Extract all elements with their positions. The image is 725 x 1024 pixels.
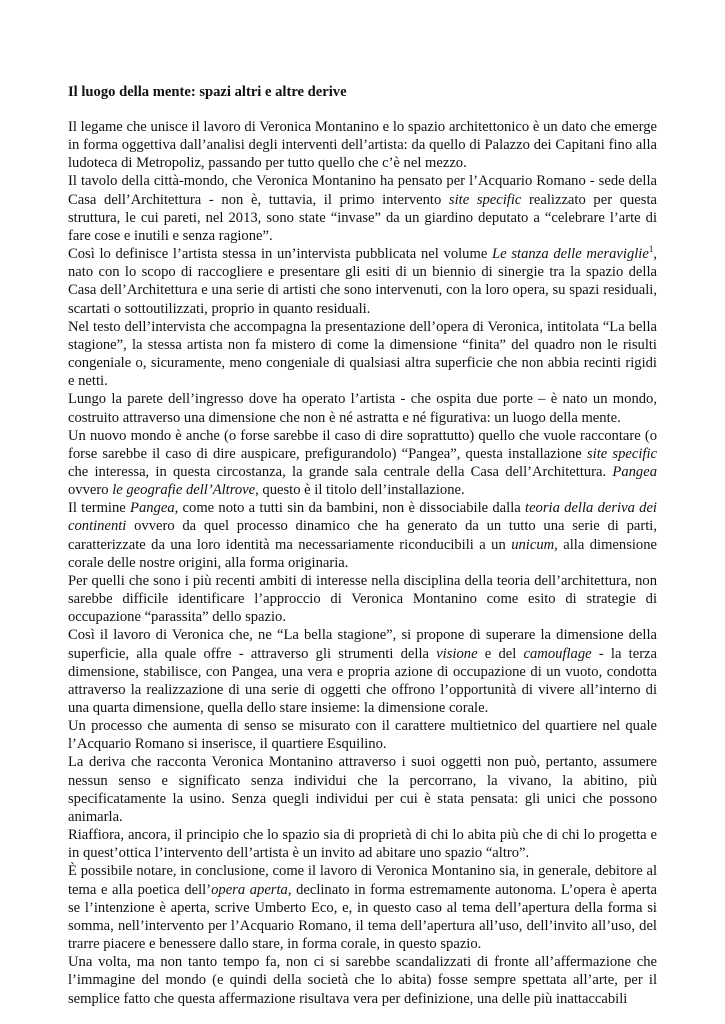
text-run: , declinato in forma estremamente autonoma. L’opera è aperta se l’intenzione è aperta, scrive Umberto Eco, e, in questo caso al tema dell’apertura della forma si somma, nell’intervento per l’Acquario Romano, il tema dell’apertura all’uso, dell’invito all’uso, del trarre piacere e benessere dallo stare, in forma corale, in questo spazio.: [68, 881, 658, 953]
paragraph: [68, 717, 657, 753]
text-run: ovvero: [68, 482, 113, 499]
paragraph: [68, 318, 657, 391]
paragraph: [68, 118, 657, 172]
paragraph: [68, 572, 657, 626]
paragraph: [68, 826, 657, 862]
footnote-ref: 1: [648, 244, 654, 255]
italic-text: opera aperta: [211, 881, 288, 898]
text-run: Nel testo dell’intervista che accompagna la presentazione dell’opera di Veronica, intitolata “La bella stagione”, la stessa artista non fa mistero di come la dimensione “finita” del quadro non le risulti congeniale o, sicuramente, meno congeniale di qualsiasi altra superficie che non abbia recinti rigidi e netti.: [68, 318, 657, 390]
text-run: Lungo la parete dell’ingresso dove ha operato l’artista - che ospita due porte – è nato un mondo, costruito attraverso una dimensione che non è né astratta e né figurativa: un luogo della mente.: [68, 391, 657, 426]
paragraph: [68, 626, 657, 717]
text-run: Un processo che aumenta di senso se misurato con il carattere multietnico del quartiere nel quale l’Acquario Romano si inserisce, il quartiere Esquilino.: [68, 718, 657, 753]
text-run: Il legame che unisce il lavoro di Veronica Montanino e lo spazio architettonico è un dato che emerge in forma oggettiva dall’analisi degli interventi dell’artista: da quello di Palazzo dei Capitani fino alla ludoteca di Metropoliz, passando per tutto quello che c’è nel mezzo.: [68, 119, 657, 172]
italic-text: le geografie dell’Altrove: [112, 482, 256, 499]
paragraph: [68, 245, 657, 318]
text-run: , questo è il titolo dell’installazione.: [255, 482, 465, 499]
text-run: Una volta, ma non tanto tempo fa, non ci si sarebbe scandalizzati di fronte all’affermazione che l’immagine del mondo (e quindi della società che lo abita) fosse sempre spettata all’arte, per il semplice fatto che questa affermazione risultava vera per definizione, una delle più inattaccabili: [68, 954, 657, 1007]
text-run: Per quelli che sono i più recenti ambiti di interesse nella disciplina della teoria dell’architettura, non sarebbe difficile identificare l’approccio di Veronica Montanino come esito di strategie di occupazione “parassita” dello spazio.: [68, 572, 657, 626]
paragraph: [68, 953, 657, 1007]
paragraph: [68, 862, 657, 953]
text-run: , nato con lo scopo di raccogliere e presentare gli esiti di un biennio di sinergie tra la spazio della Casa dell’Architettura e una serie di artisti che sono intervenuti, con la loro opera, su spazi residuali, scartati o sottoutilizzati, proprio in quanto residuali.: [68, 246, 657, 317]
document-title: Il luogo della mente: spazi altri e altre derive: [68, 84, 347, 100]
text-run: realizzato per questa struttura, le cui pareti, nel 2013, sono state “invase” da un giardino deputato a “celebrare l’arte di fare cose e inutili e senza ragione”.: [68, 191, 657, 244]
italic-text: camouflage: [523, 645, 592, 662]
italic-text: site specific: [448, 191, 522, 208]
italic-text: Le stanza delle meraviglie: [492, 246, 649, 263]
text-run: Riaffiora, ancora, il principio che lo spazio sia di proprietà di chi lo abita più che di chi lo progetta e in quest’ottica l’intervento dell’artista è un invito ad abitare uno spazio “altro”.: [68, 827, 657, 862]
text-run: che interessa, in questa circostanza, la grande sala centrale della Casa dell’Architettura.: [68, 463, 613, 480]
italic-text: teoria della deriva dei continenti: [68, 500, 657, 535]
text-run: Il tavolo della città-mondo, che Veronica Montanino ha pensato per l’Acquario Romano - sede della Casa dell’Architettura - non è, tuttavia, il primo intervento: [68, 173, 657, 208]
text-run: La deriva che racconta Veronica Montanino attraverso i suoi oggetti non può, pertanto, assumere nessun senso e significato senza individui che la percorrano, la vivano, la abitino, più specificatamente la usino. Senza quegli individui per cui è stata pensata: gli unici che possono animarla.: [68, 754, 657, 825]
paragraph: [68, 427, 657, 500]
italic-text: unicum: [511, 536, 555, 553]
document-body: [68, 118, 657, 1008]
italic-text: Pangea: [130, 500, 175, 517]
paragraph: [68, 753, 657, 826]
text-run: Così lo definisce l’artista stessa in un’intervista pubblicata nel volume: [68, 246, 493, 263]
text-run: Il termine: [68, 500, 131, 517]
paragraph: [68, 499, 657, 572]
italic-text: site specific: [586, 445, 657, 462]
text-run: e del: [477, 645, 524, 662]
text-run: È possibile notare, in conclusione, come il lavoro di Veronica Montanino sia, in generale, debitore al tema e alla poetica dell’: [68, 863, 657, 898]
text-run: , come noto a tutti sin da bambini, non è dissociabile dalla: [174, 500, 526, 517]
paragraph: [68, 390, 657, 426]
paragraph: [68, 172, 657, 245]
text-run: Così il lavoro di Veronica che, ne “La bella stagione”, si propone di superare la dimensione della superficie, alla quale offre - attraverso gli strumenti della: [68, 627, 657, 662]
italic-text: Pangea: [612, 463, 657, 480]
text-run: - la terza dimensione, stabilisce, con Pangea, una vera e propria azione di occupazione di un vuoto, condotta attraverso la realizzazione di una serie di oggetti che offrono l’opportunità di vivere all’interno di una quarta dimensione, quella dello stare insieme: la dimensione corale.: [68, 645, 658, 716]
text-run: ovvero da quel processo dinamico che ha generato da un tutto una serie di parti, caratterizzate da una loro identità ma necessariamente riconducibili a un: [68, 518, 657, 553]
text-run: Un nuovo mondo è anche (o forse sarebbe il caso di dire soprattutto) quello che vuole raccontare (o forse sarebbe il caso di dire auspicare, prefigurandolo) “Pangea”, questa installazione: [68, 427, 657, 462]
italic-text: visione: [436, 645, 478, 662]
text-run: , alla dimensione corale delle nostre origini, alla forma originaria.: [68, 536, 657, 571]
